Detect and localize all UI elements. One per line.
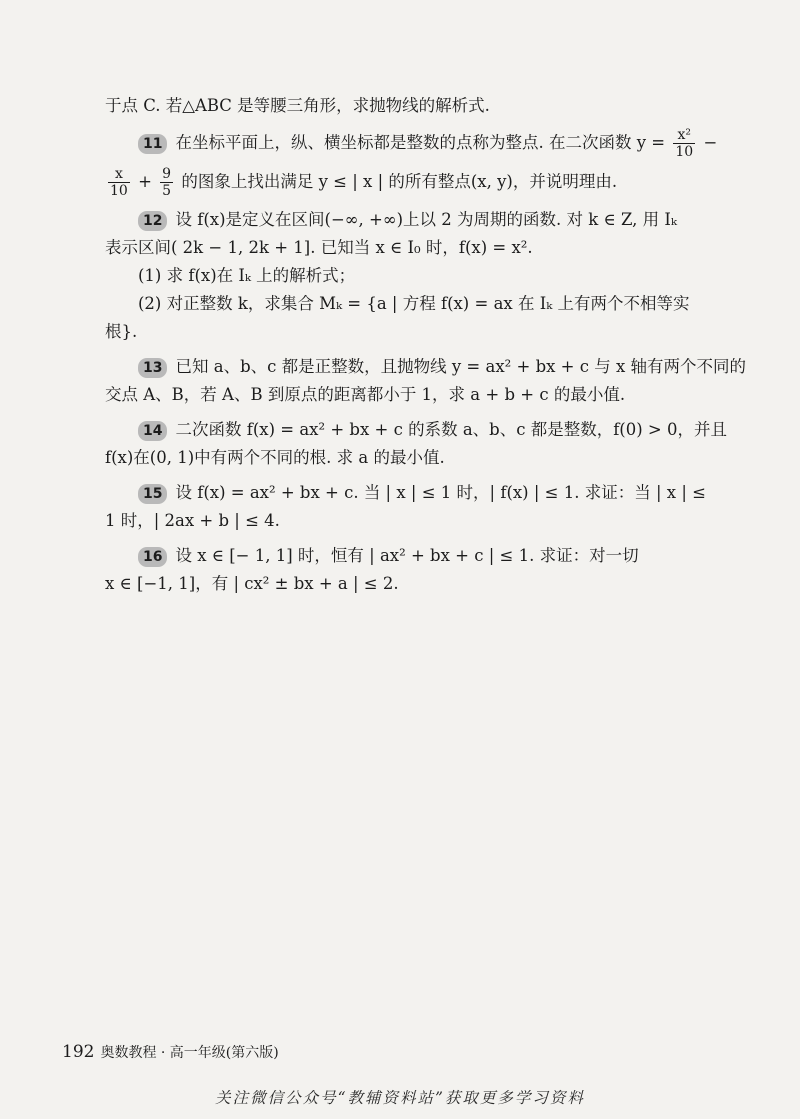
- text-line: 设 f(x) = ax² + bx + c. 当 | x | ≤ 1 时，| f(x) | ≤ 1. 求证：当 | x | ≤: [175, 483, 706, 502]
- problem-15: [105, 479, 706, 507]
- problem-text: [105, 92, 747, 598]
- problem-12: [105, 206, 700, 234]
- problem-number: 15: [138, 484, 167, 504]
- text-line: 交点 A、B，若 A、B 到原点的距离都小于 1，求 a + b + c 的最小值.: [105, 385, 626, 404]
- problem-number: 12: [138, 211, 167, 231]
- problem-number: 13: [138, 358, 167, 378]
- text-line: 已知 a、b、c 都是正整数，且抛物线 y = ax² + bx + c 与 x 轴有两个不同的: [175, 357, 747, 376]
- fraction: $\frac{9}{5}$: [162, 166, 172, 199]
- page-number: 192: [62, 1042, 95, 1062]
- fraction: $\frac{\text{x²}}{10}$: [675, 127, 694, 160]
- text-line: x ∈ [−1, 1]，有 | cx² ± bx + a | ≤ 2.: [105, 574, 399, 593]
- text-line: 表示区间( 2k − 1, 2k + 1]. 已知当 x ∈ I₀ 时，f(x) = x².: [105, 238, 533, 257]
- problem-11: 11 在坐标平面上，纵、横坐标都是整数的点称为整点. 在二次函数 y = $\frac{\text{x²}}{10}$ −: [105, 127, 700, 160]
- text-line: 1 时，| 2ax + b | ≤ 4.: [105, 511, 280, 530]
- problem-number: 11: [138, 134, 167, 154]
- problem-number: 16: [138, 547, 167, 567]
- problem-11-continued: $\frac{x}{10}$ + $\frac{9}{5}$ 的图象上找出满足 y ≤ | x | 的所有整点(x, y)，并说明理由.: [110, 166, 618, 199]
- text-line: (1) 求 f(x)在 Iₖ 上的解析式；: [138, 266, 356, 285]
- problem-13: [105, 353, 747, 381]
- text-line: 根}.: [105, 322, 138, 341]
- text-line: 设 f(x)是定义在区间(−∞, +∞)上以 2 为周期的函数. 对 k ∈ Z, 用 Iₖ: [175, 210, 677, 229]
- fraction: $\frac{x}{10}$: [110, 166, 128, 199]
- problem-16: [105, 542, 700, 570]
- page-footer: [62, 1042, 279, 1062]
- text-line: 在坐标平面上，纵、横坐标都是整数的点称为整点. 在二次函数 y =: [175, 133, 666, 152]
- book-title: 奥数教程 · 高一年级(第六版): [100, 1045, 279, 1061]
- problem-14: [105, 416, 727, 444]
- problem-number: 14: [138, 421, 167, 441]
- text-line: 二次函数 f(x) = ax² + bx + c 的系数 a、b、c 都是整数，f(0) > 0，并且: [175, 420, 727, 439]
- watermark-text: 关注微信公众号“教辅资料站”获取更多学习资料: [215, 1089, 585, 1107]
- text-line: 于点 C. 若△ABC 是等腰三角形，求抛物线的解析式.: [105, 96, 490, 115]
- text-line: (2) 对正整数 k，求集合 Mₖ = {a | 方程 f(x) = ax 在 Iₖ 上有两个不相等实: [138, 294, 690, 313]
- text-line: 设 x ∈ [− 1, 1] 时，恒有 | ax² + bx + c | ≤ 1. 求证：对一切: [175, 546, 639, 565]
- text-line: f(x)在(0, 1)中有两个不同的根. 求 a 的最小值.: [105, 448, 445, 467]
- text-line: 的图象上找出满足 y ≤ | x | 的所有整点(x, y)，并说明理由.: [181, 172, 618, 191]
